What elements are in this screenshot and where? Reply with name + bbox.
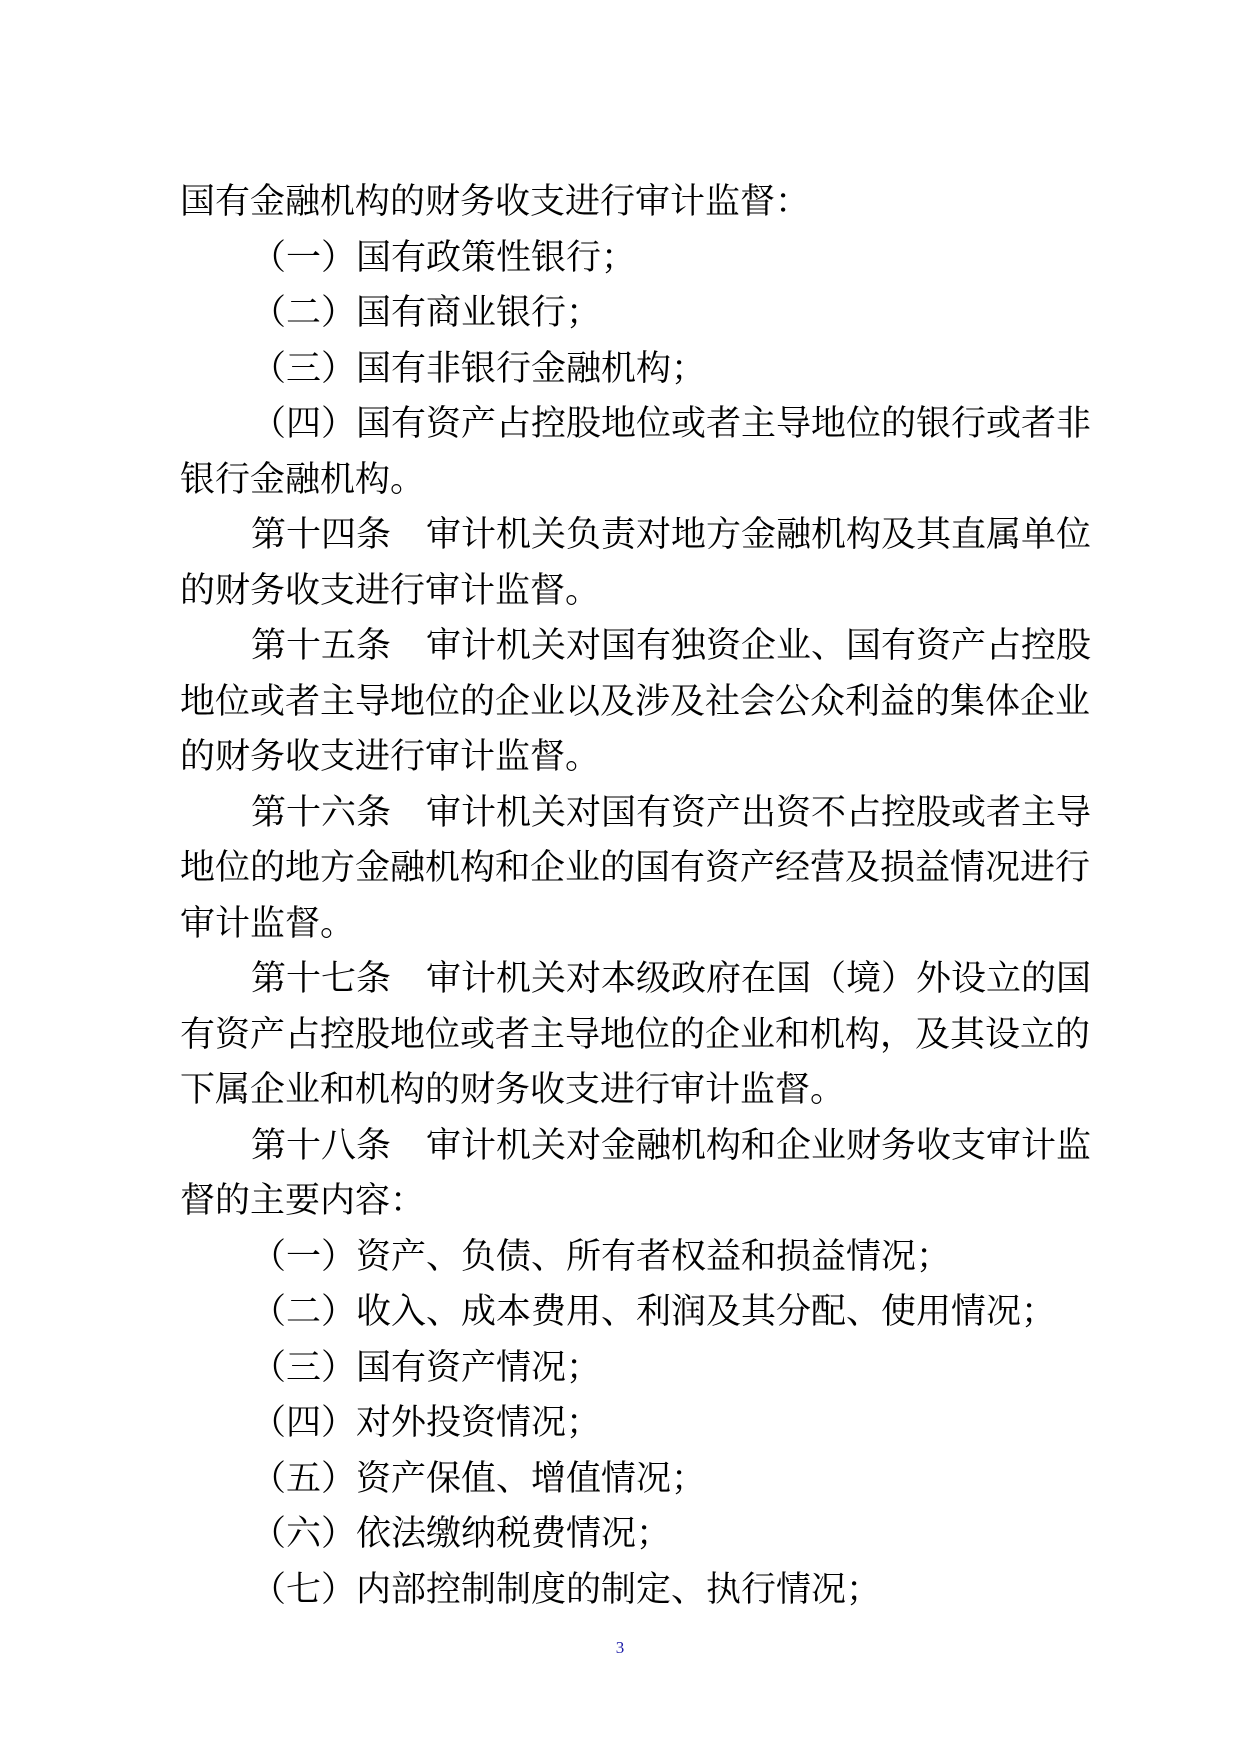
text-line: 银行金融机构。 — [180, 459, 426, 500]
text-line: 的财务收支进行审计监督。 — [180, 737, 601, 777]
text-line: 第十五条 审计机关对国有独资企业、国有资产占控股 — [251, 626, 1092, 666]
text-line: 地位或者主导地位的企业以及涉及社会公众利益的集体企业 — [180, 681, 1091, 722]
text-line: （五）资产保值、增值情况； — [251, 1458, 707, 1499]
text-line: （三）国有资产情况； — [251, 1347, 602, 1388]
text-line: 第十六条 审计机关对国有资产出资不占控股或者主导 — [251, 792, 1092, 833]
text-line: （四）对外投资情况； — [251, 1403, 602, 1443]
text-line: （二）收入、成本费用、利润及其分配、使用情况； — [251, 1292, 1057, 1332]
text-line: （一）资产、负债、所有者权益和损益情况； — [251, 1236, 952, 1277]
text-line: （六）依法缴纳税费情况； — [251, 1514, 672, 1554]
text-line: （七）内部控制制度的制定、执行情况； — [251, 1569, 882, 1610]
text-line: （三）国有非银行金融机构； — [251, 348, 707, 389]
text-line: （一）国有政策性银行； — [251, 237, 637, 278]
page-number: 3 — [615, 1638, 625, 1657]
text-line: （四）国有资产占控股地位或者主导地位的银行或者非 — [251, 404, 1092, 444]
text-line: 审计监督。 — [180, 903, 356, 944]
document-body — [180, 175, 1092, 1618]
text-line: （二）国有商业银行； — [251, 293, 602, 333]
text-line: 的财务收支进行审计监督。 — [180, 570, 601, 611]
text-line: 第十四条 审计机关负责对地方金融机构及其直属单位 — [251, 515, 1092, 555]
text-line: 督的主要内容： — [180, 1181, 426, 1221]
text-line: 有资产占控股地位或者主导地位的企业和机构，及其设立的 — [180, 1014, 1091, 1055]
text-line: 地位的地方金融机构和企业的国有资产经营及损益情况进行 — [180, 848, 1091, 888]
text-line: 国有金融机构的财务收支进行审计监督： — [180, 182, 811, 222]
text-line: 第十七条 审计机关对本级政府在国（境）外设立的国 — [251, 959, 1092, 999]
text-line: 第十八条 审计机关对金融机构和企业财务收支审计监 — [251, 1125, 1092, 1166]
text-line: 下属企业和机构的财务收支进行审计监督。 — [180, 1070, 846, 1110]
